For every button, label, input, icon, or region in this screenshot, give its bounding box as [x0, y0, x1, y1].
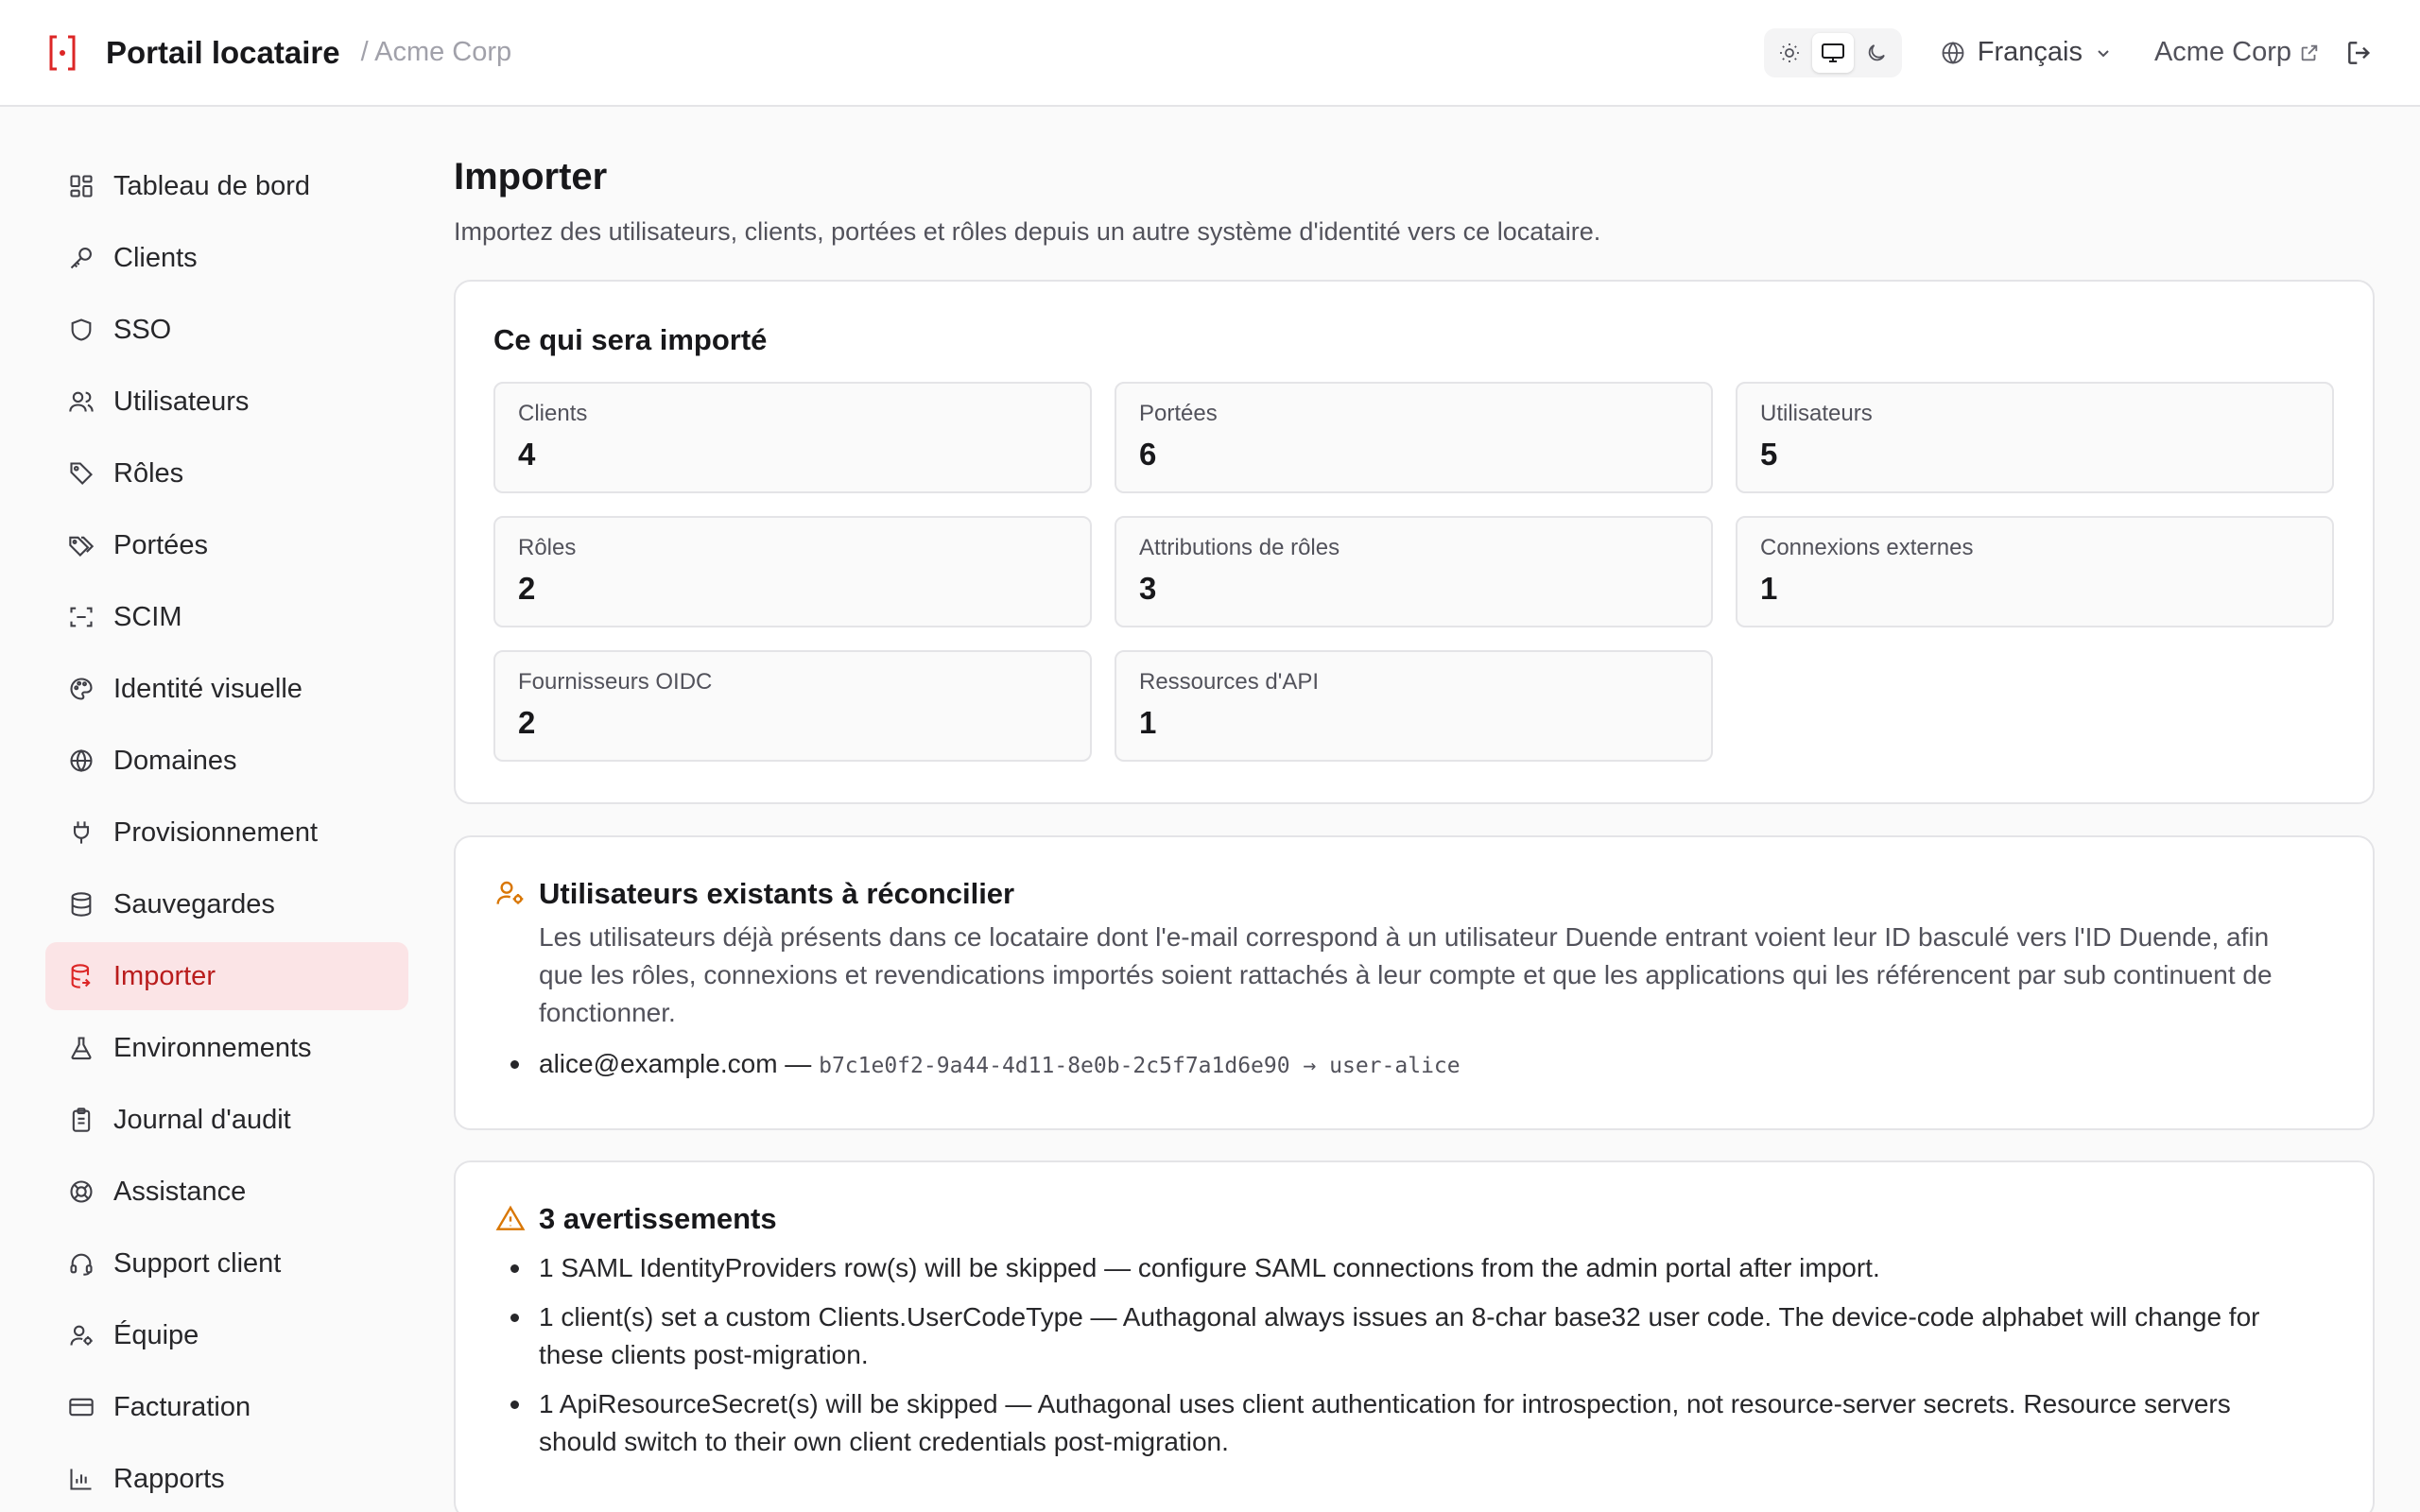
sidebar-item-import[interactable] — [45, 942, 408, 1010]
sidebar-item-label: Importer — [113, 960, 216, 991]
tenant-link-label: Acme Corp — [2153, 37, 2291, 67]
stat-label: Rôles — [518, 535, 577, 560]
sidebar-item-label: Rôles — [113, 457, 184, 489]
stat-card-clients — [493, 382, 1092, 493]
plug-icon — [66, 817, 96, 848]
external-link-icon — [2299, 43, 2320, 63]
warning-triangle-icon — [493, 1202, 527, 1236]
page-subtitle: Importez des utilisateurs, clients, portées et rôles depuis un autre système d'identité vers ce locataire. — [454, 217, 1601, 246]
tag-icon — [66, 458, 96, 489]
user-email: alice@example.com — [539, 1049, 778, 1078]
sidebar-item-label: Portées — [113, 529, 208, 560]
warnings-title: 3 avertissements — [539, 1202, 777, 1235]
dashboard-icon — [66, 171, 96, 201]
page-title: Importer — [454, 156, 608, 198]
main-content — [454, 151, 2375, 1456]
sidebar-item-customer-support[interactable] — [45, 1229, 408, 1297]
chevron-down-icon — [2094, 43, 2113, 62]
headset-icon — [66, 1248, 96, 1279]
sidebar-item-label: SCIM — [113, 601, 182, 632]
reconcile-title: Utilisateurs existants à réconcilier — [539, 877, 1015, 910]
light-theme-button[interactable] — [1769, 33, 1810, 73]
language-selector[interactable] — [1940, 37, 2113, 68]
sidebar-item-audit-log[interactable] — [45, 1086, 408, 1154]
sidebar-item-label: Provisionnement — [113, 816, 318, 848]
bar-chart-icon — [66, 1464, 96, 1494]
sidebar-item-reports[interactable] — [45, 1445, 408, 1512]
sidebar-item-label: Facturation — [113, 1391, 251, 1422]
summary-title: Ce qui sera importé — [493, 323, 768, 356]
sidebar-item-label: Environnements — [113, 1032, 312, 1063]
stat-card-api-resources — [1115, 650, 1713, 762]
stat-value: 1 — [1139, 705, 1157, 740]
globe-icon — [66, 746, 96, 776]
sidebar-item-environments[interactable] — [45, 1014, 408, 1082]
language-label: Français — [1977, 37, 2083, 67]
user-cog-icon — [493, 877, 527, 911]
database-icon — [66, 889, 96, 919]
stat-value: 2 — [518, 571, 536, 606]
shield-icon — [66, 315, 96, 345]
stat-value: 6 — [1139, 437, 1157, 472]
sidebar-item-label: Rapports — [113, 1463, 225, 1494]
stat-card-users — [1736, 382, 2334, 493]
brand-logo-icon[interactable] — [45, 34, 79, 72]
stat-label: Clients — [518, 401, 588, 426]
stat-label: Portées — [1139, 401, 1218, 426]
sidebar-item-label: Support client — [113, 1247, 282, 1279]
sidebar-nav — [45, 152, 408, 1512]
sidebar-item-label: Équipe — [113, 1319, 199, 1350]
lifebuoy-icon — [66, 1177, 96, 1207]
sidebar-item-roles[interactable] — [45, 439, 408, 507]
sidebar-item-provisioning[interactable] — [45, 799, 408, 867]
tags-icon — [66, 530, 96, 560]
theme-toggle — [1764, 28, 1902, 77]
logout-button[interactable] — [2344, 38, 2375, 68]
globe-icon — [1940, 40, 1966, 66]
stat-card-external-logins — [1736, 516, 2334, 627]
sidebar-item-backups[interactable] — [45, 870, 408, 938]
credit-card-icon — [66, 1392, 96, 1422]
tenant-external-link[interactable] — [2154, 37, 2320, 68]
system-theme-button[interactable] — [1812, 33, 1854, 73]
stat-card-oidc-providers — [493, 650, 1092, 762]
stat-label: Utilisateurs — [1760, 401, 1873, 426]
stat-label: Fournisseurs OIDC — [518, 669, 713, 695]
stat-label: Attributions de rôles — [1139, 535, 1340, 560]
em-dash: — — [777, 1049, 820, 1078]
app-title[interactable]: Portail locataire — [106, 34, 340, 70]
import-summary-card — [454, 280, 2375, 804]
sidebar-item-branding[interactable] — [45, 655, 408, 723]
sidebar-item-label: Assistance — [113, 1176, 247, 1207]
database-import-icon — [66, 961, 96, 991]
sidebar-item-billing[interactable] — [45, 1373, 408, 1441]
users-icon — [66, 387, 96, 417]
key-icon — [66, 243, 96, 273]
moon-icon — [1865, 42, 1888, 64]
sidebar-item-dashboard[interactable] — [45, 152, 408, 220]
sidebar-item-label: Domaines — [113, 745, 237, 776]
sidebar-item-label: Clients — [113, 242, 198, 273]
reconcile-users-card — [454, 835, 2375, 1130]
palette-icon — [66, 674, 96, 704]
sidebar-item-label: Journal d'audit — [113, 1104, 291, 1135]
list-item: 1 client(s) set a custom Clients.UserCodeType — Authagonal always issues an 8-char base32 user code. The device-code alphabet will change for these clients post-migration. — [539, 1298, 2290, 1374]
warnings-card — [454, 1160, 2375, 1512]
stat-value: 5 — [1760, 437, 1778, 472]
sidebar-item-label: Tableau de bord — [113, 170, 310, 201]
list-item: 1 SAML IdentityProviders row(s) will be skipped — configure SAML connections from the admin portal after import. — [539, 1249, 2290, 1287]
sidebar-item-clients[interactable] — [45, 224, 408, 292]
list-item: 1 ApiResourceSecret(s) will be skipped — Authagonal uses client authentication for introspection, not resource-server secrets. Resource servers should switch to their own client credentials post-migration. — [539, 1385, 2290, 1461]
stats-grid — [493, 382, 2335, 762]
stat-card-role-assignments — [1115, 516, 1713, 627]
reconcile-header — [493, 877, 2335, 911]
sidebar-item-scim[interactable] — [45, 583, 408, 651]
stat-card-roles — [493, 516, 1092, 627]
sidebar-item-label: Utilisateurs — [113, 386, 250, 417]
stat-label: Connexions externes — [1760, 535, 1974, 560]
stat-label: Ressources d'API — [1139, 669, 1319, 695]
sidebar-item-scopes[interactable] — [45, 511, 408, 579]
sidebar-item-users[interactable] — [45, 368, 408, 436]
sun-icon — [1778, 42, 1801, 64]
reconcile-description: Les utilisateurs déjà présents dans ce locataire dont l'e-mail correspond à un utilisateur Duende entrant voient leur ID basculé vers l'ID Duende, afin que les rôles, connexions et revendications importés soient rattachés à leur compte et que les applications qui les référencent par sub continuent de fonctionner. — [539, 922, 2273, 1027]
id-mapping: b7c1e0f2-9a44-4d11-8e0b-2c5f7a1d6e90 → user-alice — [819, 1054, 1461, 1078]
sidebar-item-sso[interactable] — [45, 296, 408, 364]
list-item — [539, 1045, 2290, 1085]
stat-value: 3 — [1139, 571, 1157, 606]
sidebar-item-assistance[interactable] — [45, 1158, 408, 1226]
tenant-breadcrumb: / Acme Corp — [360, 37, 512, 67]
clipboard-icon — [66, 1105, 96, 1135]
reconcile-user-list — [539, 1045, 2290, 1085]
sidebar-item-domains[interactable] — [45, 727, 408, 795]
stat-value: 4 — [518, 437, 536, 472]
monitor-icon — [1821, 42, 1845, 64]
top-header — [0, 0, 2420, 107]
stat-value: 1 — [1760, 571, 1778, 606]
warnings-list — [539, 1249, 2290, 1461]
warnings-header — [493, 1202, 2335, 1236]
flask-icon — [66, 1033, 96, 1063]
sidebar-item-team[interactable] — [45, 1301, 408, 1369]
stat-value: 2 — [518, 705, 536, 740]
dark-theme-button[interactable] — [1856, 33, 1897, 73]
sidebar-item-label: Sauvegardes — [113, 888, 275, 919]
sidebar-item-label: SSO — [113, 314, 172, 345]
scan-icon — [66, 602, 96, 632]
logout-icon — [2344, 38, 2375, 68]
stat-card-scopes — [1115, 382, 1713, 493]
sidebar-item-label: Identité visuelle — [113, 673, 302, 704]
user-cog-icon — [66, 1320, 96, 1350]
